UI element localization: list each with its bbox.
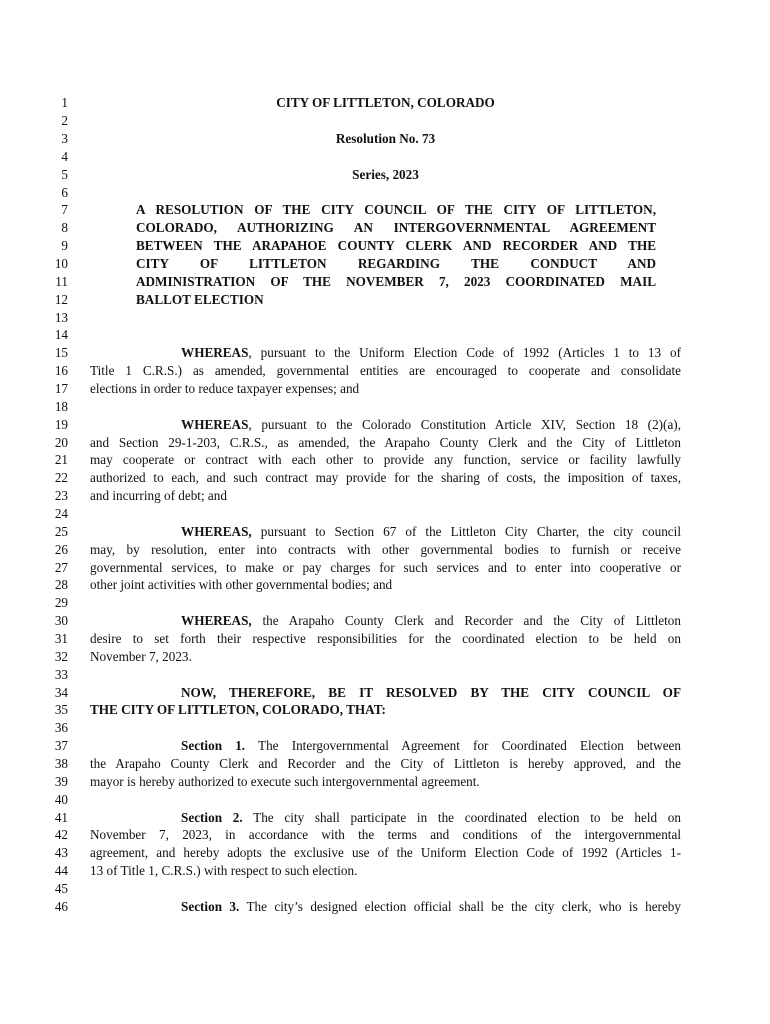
- title-line: BALLOT ELECTION: [136, 292, 264, 307]
- line-number: 8: [61, 220, 68, 235]
- line-number: 36: [54, 720, 68, 735]
- whereas-lead: WHEREAS,: [181, 613, 252, 628]
- line-number: 38: [54, 756, 68, 771]
- whereas-lead: WHEREAS,: [181, 524, 252, 539]
- line-number: 13: [54, 310, 68, 325]
- paragraph-line: [90, 612, 681, 630]
- paragraph-text: The Intergovernmental Agreement for Coordinated Election between: [245, 738, 681, 753]
- paragraph-text: , pursuant to the Colorado Constitution Article XIV, Section 18 (2)(a),: [248, 417, 681, 432]
- series-label: Series, 2023: [352, 167, 419, 182]
- paragraph-line: and Section 29-1-203, C.R.S., as amended, the Arapaho County Clerk and the City of Littleton: [90, 435, 681, 450]
- paragraph-line: elections in order to reduce taxpayer expenses; and: [90, 381, 360, 396]
- line-number: 43: [54, 845, 68, 860]
- line-number: 1: [61, 95, 68, 110]
- line-number: 7: [61, 202, 68, 217]
- whereas-lead: WHEREAS: [181, 417, 249, 432]
- paragraph-line: [90, 898, 681, 916]
- line-number: 25: [54, 524, 68, 539]
- paragraph-line: governmental services, to make or pay charges for such services and to enter into cooperative or: [90, 560, 681, 575]
- line-number: 16: [54, 363, 68, 378]
- resolved-line: THE CITY OF LITTLETON, COLORADO, THAT:: [90, 702, 386, 717]
- line-number: 40: [54, 792, 68, 807]
- paragraph-text: The city shall participate in the coordinated election to be held on: [242, 810, 681, 825]
- line-number: 44: [54, 863, 68, 878]
- line-number: 4: [61, 149, 68, 164]
- section-lead: Section 2.: [181, 810, 243, 825]
- line-number: 27: [54, 560, 68, 575]
- line-number: 15: [54, 345, 68, 360]
- line-number: 32: [54, 649, 68, 664]
- line-number: 28: [54, 577, 68, 592]
- line-number: 46: [54, 899, 68, 914]
- line-number: 6: [61, 185, 68, 200]
- line-number: 21: [54, 452, 68, 467]
- line-number: 37: [54, 738, 68, 753]
- paragraph-line: Title 1 C.R.S.) as amended, governmental entities are encouraged to cooperate and consolidate: [90, 363, 681, 378]
- title-line: COLORADO, AUTHORIZING AN INTERGOVERNMENTAL AGREEMENT: [136, 220, 656, 235]
- section-lead: Section 1.: [181, 738, 246, 753]
- whereas-lead: WHEREAS: [181, 345, 249, 360]
- paragraph-line: November 7, 2023, in accordance with the terms and conditions of the intergovernmental: [90, 827, 681, 842]
- paragraph-line: 13 of Title 1, C.R.S.) with respect to such election.: [90, 863, 358, 878]
- line-number: 39: [54, 774, 68, 789]
- line-number: 29: [54, 595, 68, 610]
- resolved-line: NOW, THEREFORE, BE IT RESOLVED BY THE CITY COUNCIL OF: [181, 685, 681, 700]
- title-line: CITY OF LITTLETON REGARDING THE CONDUCT AND: [136, 256, 656, 271]
- paragraph-line: November 7, 2023.: [90, 649, 192, 664]
- paragraph-line: other joint activities with other governmental bodies; and: [90, 577, 393, 592]
- line-number: 10: [54, 256, 68, 271]
- line-number: 22: [54, 470, 68, 485]
- line-number: 11: [55, 274, 68, 289]
- line-number: 31: [54, 631, 68, 646]
- line-number: 3: [61, 131, 68, 146]
- paragraph-text: the Arapaho County Clerk and Recorder and the City of Littleton: [251, 613, 681, 628]
- paragraph-line: [90, 344, 681, 362]
- paragraph-line: [90, 737, 681, 755]
- title-line: A RESOLUTION OF THE CITY COUNCIL OF THE CITY OF LITTLETON,: [136, 202, 656, 217]
- line-number: 24: [54, 506, 68, 521]
- paragraph-line: and incurring of debt; and: [90, 488, 227, 503]
- line-number: 41: [54, 810, 68, 825]
- paragraph-text: The city’s designed election official shall be the city clerk, who is hereby: [239, 899, 681, 914]
- paragraph-line: may cooperate or contract with each other to provide any function, service or facility lawfully: [90, 452, 681, 467]
- paragraph-line: authorized to each, and such contract may provide for the sharing of costs, the imposition of taxes,: [90, 470, 681, 485]
- line-number: 20: [54, 435, 68, 450]
- line-number: 12: [54, 292, 68, 307]
- paragraph-line: [90, 416, 681, 434]
- line-number: 23: [54, 488, 68, 503]
- line-number: 26: [54, 542, 68, 557]
- paragraph-text: , pursuant to the Uniform Election Code of 1992 (Articles 1 to 13 of: [248, 345, 681, 360]
- line-number: 33: [54, 667, 68, 682]
- line-number: 14: [54, 327, 68, 342]
- paragraph-line: [90, 809, 681, 827]
- line-number: 42: [54, 827, 68, 842]
- title-line: ADMINISTRATION OF THE NOVEMBER 7, 2023 COORDINATED MAIL: [136, 274, 656, 289]
- paragraph-line: [90, 523, 681, 541]
- paragraph-line: agreement, and hereby adopts the exclusive use of the Uniform Election Code of 1992 (Articles 1-: [90, 845, 681, 860]
- city-heading: CITY OF LITTLETON, COLORADO: [276, 95, 495, 110]
- section-lead: Section 3.: [181, 899, 240, 914]
- line-number: 35: [54, 702, 68, 717]
- line-number: 2: [61, 113, 68, 128]
- paragraph-line: the Arapaho County Clerk and Recorder and the City of Littleton is hereby approved, and the: [90, 756, 681, 771]
- line-number: 34: [54, 685, 68, 700]
- paragraph-line: mayor is hereby authorized to execute such intergovernmental agreement.: [90, 774, 480, 789]
- line-number: 45: [54, 881, 68, 896]
- line-number: 5: [61, 167, 68, 182]
- line-number: 19: [54, 417, 68, 432]
- paragraph-line: desire to set forth their respective responsibilities for the coordinated election to be held on: [90, 631, 681, 646]
- paragraph-line: may, by resolution, enter into contracts with other governmental bodies to furnish or receive: [90, 542, 681, 557]
- title-line: BETWEEN THE ARAPAHOE COUNTY CLERK AND RECORDER AND THE: [136, 238, 656, 253]
- paragraph-text: pursuant to Section 67 of the Littleton City Charter, the city council: [251, 524, 681, 539]
- line-number: 30: [54, 613, 68, 628]
- line-number: 9: [61, 238, 68, 253]
- resolution-number: Resolution No. 73: [335, 131, 436, 146]
- line-number: 17: [54, 381, 68, 396]
- line-number: 18: [54, 399, 68, 414]
